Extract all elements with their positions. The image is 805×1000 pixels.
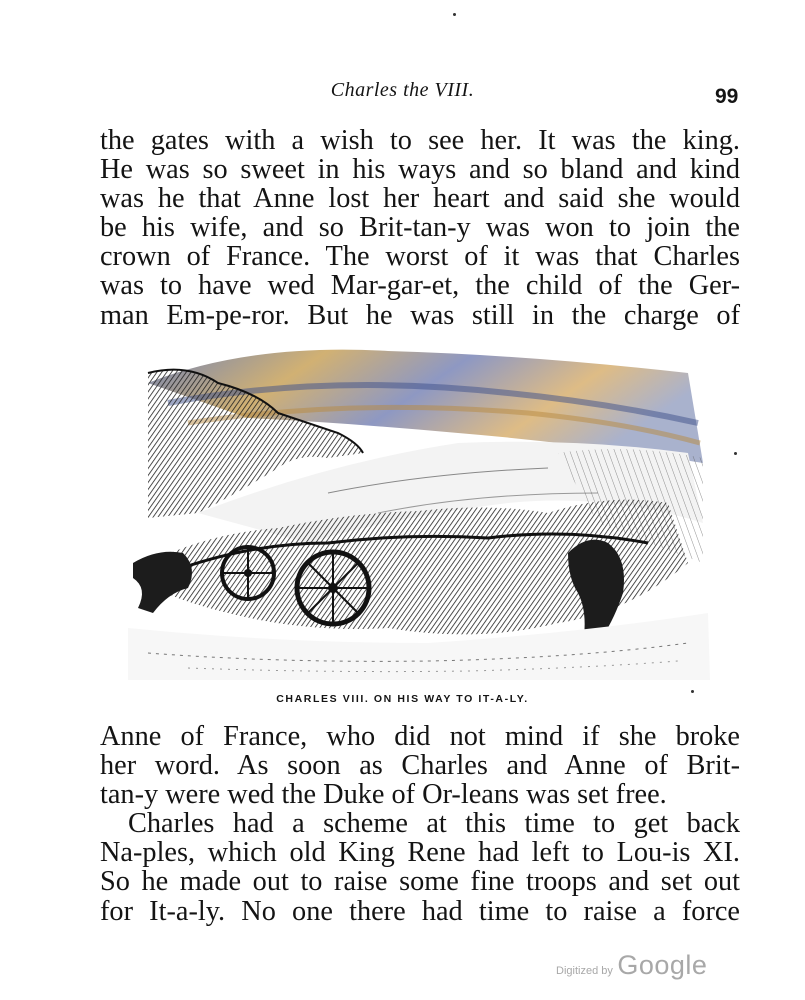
engraving-illustration: [128, 343, 710, 680]
text-line: was to have wed Mar-gar-et, the child of the Ger-: [100, 270, 740, 302]
digitization-watermark: [556, 950, 707, 981]
text-line: Charles had a scheme at this time to get back: [128, 808, 740, 840]
text-line: for It-a-ly. No one there had time to raise a force: [100, 895, 740, 927]
watermark-brand: Google: [617, 950, 708, 980]
text-line: Anne of France, who did not mind if she broke: [100, 721, 740, 752]
text-line: her word. As soon as Charles and Anne of Brit-: [100, 750, 740, 782]
text-line: man Em-pe-ror. But he was still in the charge of: [100, 299, 740, 331]
watermark-prefix: Digitized by: [556, 965, 613, 977]
page-speck: [734, 452, 737, 455]
body-text-top: [100, 126, 740, 330]
text-line: He was so sweet in his ways and so bland and kind: [100, 154, 740, 186]
text-line: was he that Anne lost her heart and said she would: [100, 183, 740, 215]
illustration-caption: CHARLES VIII. ON HIS WAY TO IT-A-LY.: [276, 693, 529, 705]
text-line: So he made out to raise some fine troops and set out: [100, 866, 740, 898]
text-line: the gates with a wish to see her. It was the king.: [100, 125, 740, 156]
body-text-bottom: [100, 722, 740, 926]
text-line: tan-y were wed the Duke of Or-leans was set free.: [100, 779, 667, 811]
page-speck: [453, 13, 456, 16]
text-line: Na-ples, which old King Rene had left to Lou-is XI.: [100, 837, 740, 869]
page-number: 99: [715, 85, 739, 108]
text-line: crown of France. The worst of it was that Charles: [100, 241, 740, 273]
running-header-title: Charles the VIII.: [330, 79, 475, 101]
text-line: be his wife, and so Brit-tan-y was won to join the: [100, 212, 740, 244]
